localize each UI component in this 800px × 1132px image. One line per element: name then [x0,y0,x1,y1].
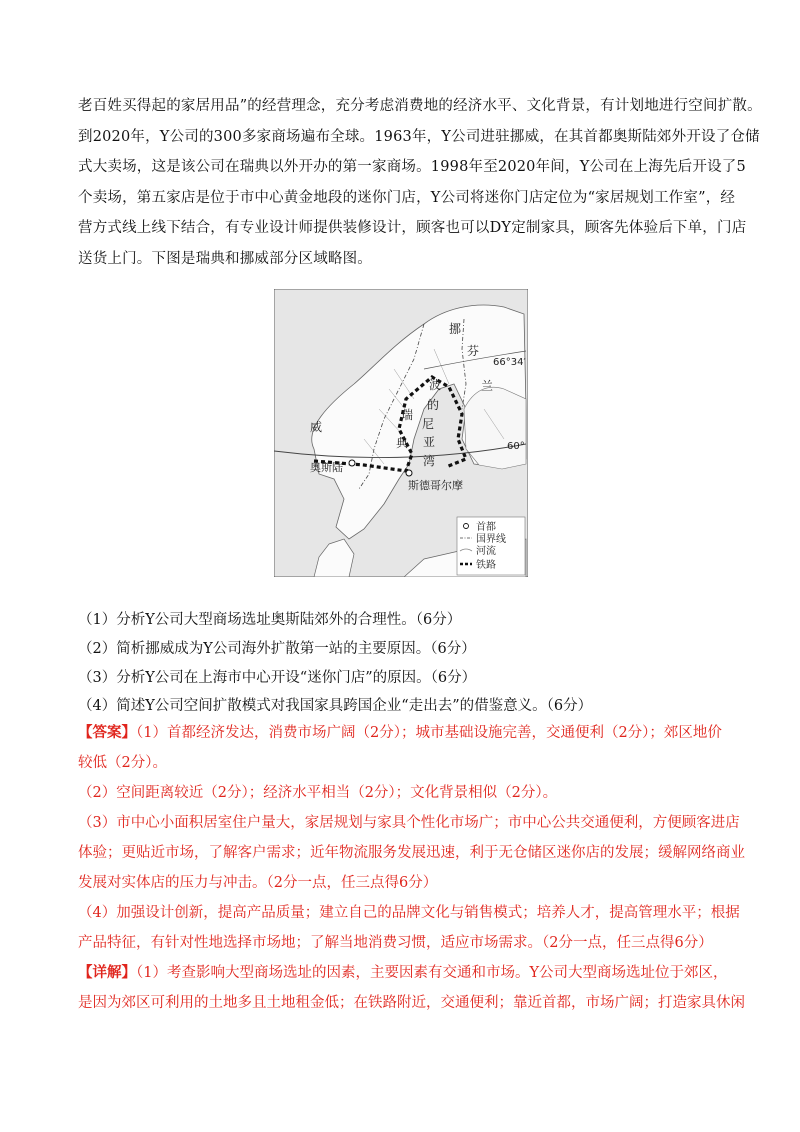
map-label: 湾 [423,454,436,468]
map-label: 挪 [449,322,462,336]
land-finland [464,387,526,469]
oslo-capital-icon [349,460,355,466]
map-label: 的 [427,398,440,412]
detail-tag: 【详解】 [78,964,136,981]
intro-line: 个卖场，第五家店是位于市中心黄金地段的迷你门店，Y公司将迷你门店定位为“家居规划工作室”，经 [78,189,736,206]
question-1: （1）分析Y公司大型商场选址奥斯陆郊外的合理性。（6分） [78,612,462,628]
scandinavia-map [274,289,528,577]
intro-line: 老百姓买得起的家居用品”的经营理念，充分考虑消费地的经济水平、文化背景，有计划地进行空间扩散。 [78,98,762,114]
capital-icon [464,524,469,529]
map-legend [457,517,525,575]
question-3: （3）分析Y公司在上海市中心开设“迷你门店”的原因。（6分） [78,670,477,686]
question-4: （4）简述Y公司空间扩散模式对我国家具跨国企业“走出去”的借鉴意义。（6分） [78,698,593,714]
map-label: 典 [396,436,409,450]
answer-section [78,718,745,1018]
map-label: 亚 [423,435,436,449]
answer-text: （1）首都经济发达，消费市场广阔（2分）；城市基础设施完善，交通便利（2分）；郊区地价 [136,725,722,741]
map-label: 波 [429,378,442,392]
map-label: 芬 [467,344,480,358]
legend-label: 河流 [476,546,496,557]
answer-text: （4）加强设计创新，提高产品质量；建立自己的品牌文化与销售模式；培养人才，提高管理水平；根据 [78,905,740,921]
detail-text: 是因为郊区可利用的土地多且土地租金低；在铁路附近，交通便利；靠近首都，市场广阔；打造家具休闲 [78,995,745,1011]
answer-text: 产品特征，有针对性地选择市场地；了解当地消费习惯，适应市场需求。（2分一点，任三点得6分） [78,935,713,951]
legend-label: 国界线 [476,534,506,545]
map-label: 威 [310,420,323,434]
answer-text: （3）市中心小面积居室住户量大，家居规划与家具个性化市场广；市中心公共交通便利，方便顾客进店 [78,815,740,831]
answer-text: 较低（2分）。 [78,755,167,771]
map-label: 瑞 [401,408,414,422]
stockholm-capital-icon [406,470,412,476]
map-label: 斯德哥尔摩 [408,479,463,492]
intro-line: 式大卖场，这是该公司在瑞典以外开办的第一家商场。1998年至2020年间，Y公司在上海先后开设了5 [78,159,746,175]
question-2: （2）简析挪威成为Y公司海外扩散第一站的主要原因。（6分） [78,641,476,657]
map-label: 66°34′ [493,357,526,368]
detail-text: （1）考查影响大型商场选址的因素，主要因素有交通和市场。Y公司大型商场选址位于郊区， [136,965,728,981]
intro-line: 营方式线上线下结合，有专业设计师提供装修设计，顾客也可以DY定制家具，顾客先体验后下单，门店 [78,220,747,236]
intro-paragraph [78,91,762,274]
intro-line: 到2020年，Y公司的300多家商场遍布全球。1963年，Y公司进驻挪威，在其首都奥斯陆郊外开设了仓储 [78,128,760,145]
map-label: 兰 [481,379,494,393]
answer-text: 体验；更贴近市场，了解客户需求；近年物流服务发展迅速，利于无仓储区迷你店的发展；缓解网络商业 [78,845,745,861]
map-label: 尼 [422,417,435,431]
answer-text: 发展对实体店的压力与冲击。（2分一点，任三点得6分） [78,875,438,891]
legend-label: 首都 [476,522,496,533]
intro-line: 送货上门。下图是瑞典和挪威部分区域略图。 [78,250,372,267]
answer-tag: 【答案】 [78,724,136,741]
map-label: 奥斯陆 [310,461,343,474]
map-label: 60° [507,441,525,452]
answer-text: （2）空间距离较近（2分）；经济水平相当（2分）；文化背景相似（2分）。 [78,785,558,801]
legend-label: 铁路 [476,560,496,571]
